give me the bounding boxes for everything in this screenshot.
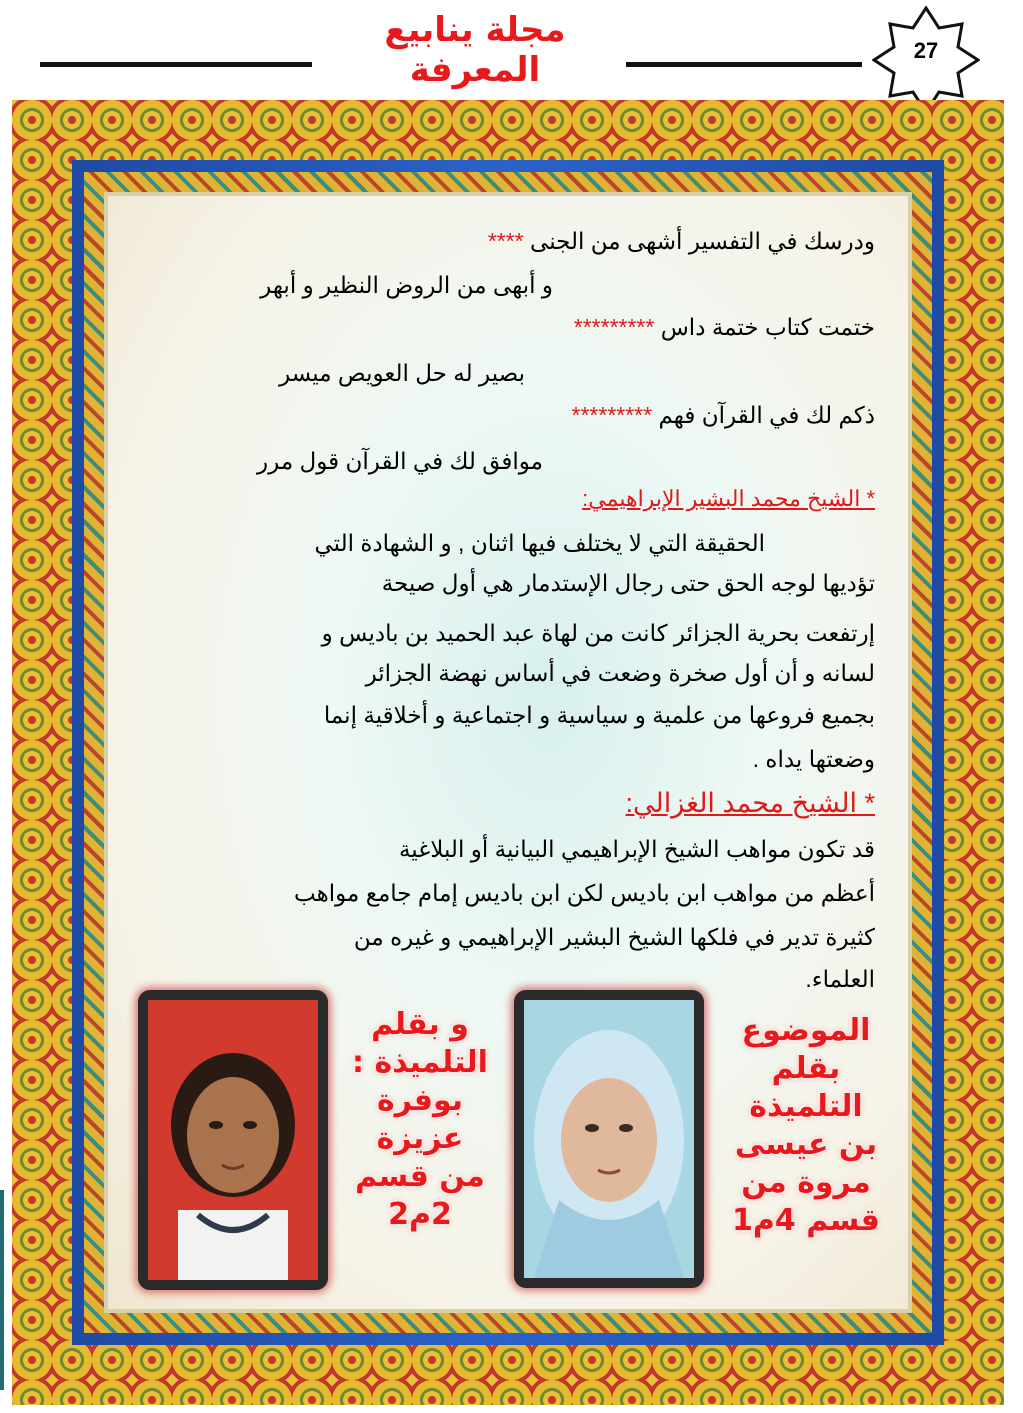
section2-line-4: العلماء. [805,966,875,992]
student-photo-right [514,990,704,1288]
section1-line-4: لسانه و أن أول صخرة وضعت في أساس نهضة الجزائر [365,660,875,686]
caption-left: و بقلم التلميذة : بوفرة عزيزة من قسم 2م2 [352,1007,488,1232]
page-number: 27 [913,38,939,63]
poem-line-5: ذكم لك في القرآن فهم ********* [571,402,875,428]
poem-line-4: بصير له حل العويص ميسر [279,360,525,386]
student-photo-left [138,990,328,1290]
poem-line-2: و أبهى من الروض النظير و أبهر [260,272,553,298]
poem-line-6: موافق لك في القرآن قول مرر [257,448,543,474]
magazine-title: مجلة ينابيع المعرفة [384,10,566,90]
section2-heading: * الشيخ محمد الغزالي: [625,788,875,818]
left-edge-bar [0,1190,4,1390]
header-line-right [626,62,862,67]
section2-line-2: أعظم من مواهب ابن باديس لكن ابن باديس إمام جامع مواهب [294,880,875,906]
poem-line-1: ودرسك في التفسير أشهى من الجنى **** [487,228,875,254]
poem-line-3: ختمت كتاب ختمة داس ********* [573,314,875,340]
section1-line-1: الحقيقة التي لا يختلف فيها اثنان , و الشهادة التي [314,530,765,556]
section1-line-6: وضعتها يداه . [752,746,875,772]
section2-line-3: كثيرة تدير في فلكها الشيخ البشير الإبراهيمي و غيره من [353,924,875,950]
section1-line-2: تؤديها لوجه الحق حتى رجال الإستدمار هي أول صيحة [381,570,875,596]
girl-portrait-icon [148,1000,318,1280]
section2-line-1: قد تكون مواهب الشيخ الإبراهيمي البيانية أو البلاغية [398,836,875,862]
section1-heading: * الشيخ محمد البشير الإبراهيمي: [582,486,875,511]
section1-line-5: بجميع فروعها من علمية و سياسية و اجتماعية و أخلاقية إنما [323,702,875,728]
section1-line-3: إرتفعت بحرية الجزائر كانت من لهاة عبد الحميد بن باديس و [321,620,875,646]
caption-right: الموضوع بقلم التلميذة بن عيسى مروة من قسم 4م1 [732,1013,880,1238]
header-line-left [40,62,312,67]
girl-portrait-icon [524,1000,694,1278]
